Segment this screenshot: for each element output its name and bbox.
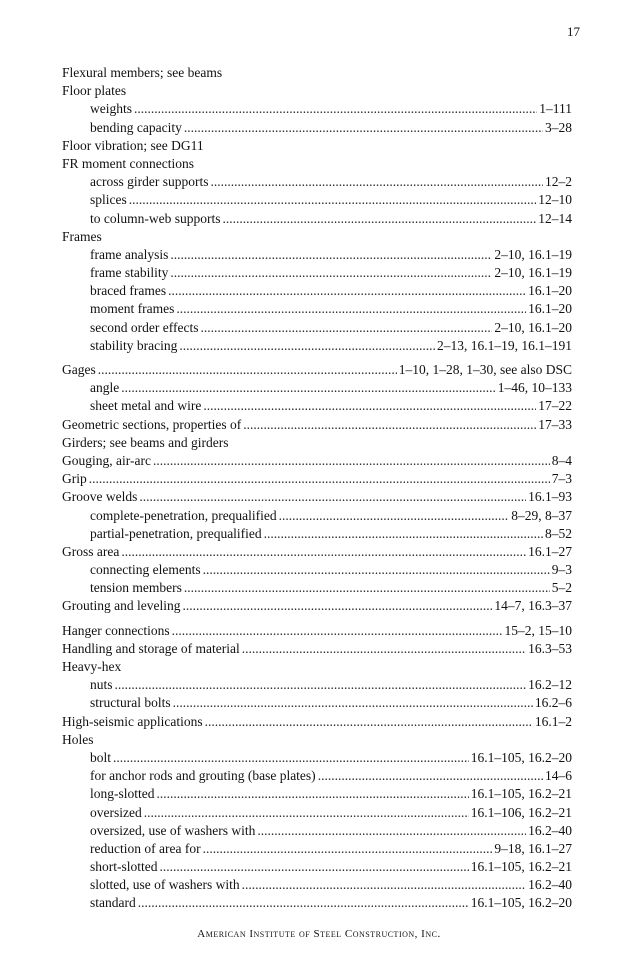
dot-leader	[173, 694, 533, 712]
entry-page-reference: 17–33	[538, 416, 572, 432]
entry-label: slotted, use of washers with	[90, 877, 240, 893]
page-number: 17	[567, 24, 580, 39]
index-subentry	[62, 749, 572, 767]
entry-label: standard	[90, 895, 136, 911]
index-entry	[62, 228, 572, 246]
index-subentry	[62, 379, 572, 397]
index-subentry	[62, 337, 572, 355]
index-entry	[62, 452, 572, 470]
entry-label: Hanger connections	[62, 622, 170, 638]
index-subentry	[62, 300, 572, 318]
entry-label: oversized	[90, 804, 142, 820]
dot-leader	[170, 246, 492, 264]
index-subentry	[62, 876, 572, 894]
entry-label: braced frames	[90, 283, 167, 299]
entry-label: FR moment connections	[62, 155, 194, 171]
dot-leader	[89, 470, 550, 488]
entry-label: short-slotted	[90, 859, 158, 875]
entry-page-reference: 3–28	[545, 119, 572, 135]
dot-leader	[205, 713, 533, 731]
dot-leader	[172, 622, 503, 640]
index-entry	[62, 434, 572, 452]
dot-leader	[160, 858, 469, 876]
index-subentry	[62, 119, 572, 137]
entry-page-reference: 14–6	[545, 768, 572, 784]
index-entry	[62, 361, 572, 379]
index-subentry	[62, 173, 572, 191]
dot-leader	[279, 507, 510, 525]
index-subentry	[62, 246, 572, 264]
entry-page-reference: 8–52	[545, 525, 572, 541]
dot-leader	[113, 749, 469, 767]
index-entry	[62, 64, 572, 82]
entry-page-reference: 1–10, 1–28, 1–30, see also DSC	[398, 362, 572, 377]
entry-page-reference: 1–111	[539, 101, 572, 117]
index-subentry	[62, 858, 572, 876]
index-entry	[62, 640, 572, 658]
entry-label: nuts	[90, 677, 113, 693]
dot-leader	[168, 282, 526, 300]
entry-label: partial-penetration, prequalified	[90, 525, 262, 541]
entry-page-reference: 16.1–106, 16.2–21	[470, 804, 572, 820]
entry-page-reference: 17–22	[538, 398, 572, 414]
entry-label: splices	[90, 192, 127, 208]
entry-label: Gouging, air-arc	[62, 452, 151, 468]
entry-page-reference: 16.1–105, 16.2–20	[470, 749, 572, 765]
index-subentry	[62, 579, 572, 597]
dot-leader	[139, 488, 526, 506]
entry-label: oversized, use of washers with	[90, 822, 256, 838]
index-subentry	[62, 507, 572, 525]
entry-page-reference: 9–18, 16.1–27	[494, 840, 572, 856]
dot-leader	[98, 361, 397, 379]
entry-page-reference: 2–10, 16.1–20	[494, 319, 572, 335]
entry-label: High-seismic applications	[62, 713, 203, 729]
entry-label: Grouting and leveling	[62, 598, 181, 614]
entry-page-reference: 16.1–105, 16.2–21	[470, 859, 572, 875]
entry-page-reference: 2–10, 16.1–19	[494, 246, 572, 262]
entry-label: Groove welds	[62, 489, 138, 505]
publisher-footer: American Institute of Steel Construction, Inc.	[197, 928, 441, 940]
index-entry	[62, 713, 572, 731]
entry-label: frame stability	[90, 265, 169, 281]
dot-leader	[153, 452, 550, 470]
entry-label: Handling and storage of material	[62, 640, 240, 656]
dot-leader	[242, 876, 527, 894]
index-entry	[62, 470, 572, 488]
entry-label: bolt	[90, 749, 112, 765]
dot-leader	[115, 676, 527, 694]
entry-label: bending capacity	[90, 119, 182, 135]
index-entry	[62, 622, 572, 640]
dot-leader	[184, 579, 550, 597]
dot-leader	[157, 785, 469, 803]
entry-label: Geometric sections, properties of	[62, 416, 242, 432]
entry-label: for anchor rods and grouting (base plates)	[90, 768, 316, 784]
entry-page-reference: 15–2, 15–10	[504, 622, 572, 638]
entry-page-reference: 7–3	[551, 471, 572, 487]
entry-label: Gross area	[62, 543, 120, 559]
dot-leader	[203, 561, 550, 579]
index-entry	[62, 155, 572, 173]
dot-leader	[134, 100, 537, 118]
entry-label: moment frames	[90, 301, 175, 317]
dot-leader	[184, 119, 543, 137]
dot-leader	[203, 840, 493, 858]
entry-page-reference: 9–3	[551, 562, 572, 578]
entry-page-reference: 1–46, 10–133	[497, 380, 572, 396]
dot-leader	[223, 210, 537, 228]
entry-page-reference: 2–10, 16.1–19	[494, 265, 572, 281]
index-subentry	[62, 264, 572, 282]
entry-page-reference: 16.2–40	[528, 877, 572, 893]
entry-page-reference: 16.2–12	[528, 677, 572, 693]
entry-page-reference: 16.1–105, 16.2–20	[470, 895, 572, 911]
index-entry	[62, 597, 572, 615]
entry-label: connecting elements	[90, 562, 201, 578]
entry-label: across girder supports	[90, 174, 209, 190]
index-subentry	[62, 100, 572, 118]
entry-page-reference: 16.1–105, 16.2–21	[470, 786, 572, 802]
index-entry	[62, 137, 572, 155]
entry-page-reference: 16.1–93	[528, 489, 572, 505]
entry-page-reference: 8–4	[551, 452, 572, 468]
index-subentry	[62, 822, 572, 840]
entry-label: sheet metal and wire	[90, 398, 202, 414]
dot-leader	[257, 822, 526, 840]
dot-leader	[121, 379, 496, 397]
dot-leader	[144, 804, 469, 822]
entry-label: Frames	[62, 228, 102, 244]
entry-label: Floor plates	[62, 83, 127, 99]
entry-page-reference: 16.3–53	[528, 640, 572, 656]
entry-page-reference: 2–13, 16.1–19, 16.1–191	[437, 337, 572, 353]
entry-label: Holes	[62, 731, 94, 747]
entry-label: angle	[90, 380, 120, 396]
entry-label: Gages	[62, 362, 96, 377]
dot-leader	[200, 319, 492, 337]
entry-page-reference: 12–14	[538, 210, 572, 226]
index-entry	[62, 416, 572, 434]
index-subentry	[62, 785, 572, 803]
entry-label: tension members	[90, 580, 182, 596]
entry-label: stability bracing	[90, 337, 178, 353]
index-subentry	[62, 210, 572, 228]
index-subentry	[62, 525, 572, 543]
dot-leader	[203, 397, 536, 415]
index-entry	[62, 488, 572, 506]
dot-leader	[121, 543, 526, 561]
entry-label: weights	[90, 101, 132, 117]
index-subentry	[62, 767, 572, 785]
dot-leader	[243, 416, 536, 434]
index-subentry	[62, 804, 572, 822]
dot-leader	[129, 191, 537, 209]
entry-page-reference: 16.1–20	[528, 283, 572, 299]
index-entry	[62, 82, 572, 100]
entry-page-reference: 5–2	[551, 580, 572, 596]
index-subentry	[62, 894, 572, 912]
index-subentry	[62, 282, 572, 300]
dot-leader	[138, 894, 469, 912]
index-subentry	[62, 561, 572, 579]
dot-leader	[210, 173, 543, 191]
entry-page-reference: 16.2–6	[534, 695, 572, 711]
index-subentry	[62, 397, 572, 415]
entry-page-reference: 12–10	[538, 192, 572, 208]
dot-leader	[264, 525, 543, 543]
entry-page-reference: 16.1–2	[534, 713, 572, 729]
index-entry-list	[62, 64, 572, 913]
entry-label: Girders; see beams and girders	[62, 434, 229, 450]
dot-leader	[318, 767, 543, 785]
index-subentry	[62, 676, 572, 694]
entry-label: second order effects	[90, 319, 199, 335]
entry-label: Flexural members; see beams	[62, 65, 223, 80]
dot-leader	[170, 264, 492, 282]
dot-leader	[242, 640, 526, 658]
entry-page-reference: 14–7, 16.3–37	[494, 598, 572, 614]
entry-page-reference: 8–29, 8–37	[511, 507, 572, 523]
index-entry	[62, 658, 572, 676]
entry-label: Floor vibration; see DG11	[62, 137, 204, 153]
entry-label: complete-penetration, prequalified	[90, 507, 277, 523]
entry-label: long-slotted	[90, 786, 155, 802]
index-subentry	[62, 191, 572, 209]
entry-label: Grip	[62, 471, 87, 487]
index-subentry	[62, 840, 572, 858]
entry-label: frame analysis	[90, 246, 169, 262]
entry-label: Heavy-hex	[62, 659, 122, 674]
entry-page-reference: 16.1–20	[528, 301, 572, 317]
index-subentry	[62, 319, 572, 337]
entry-page-reference: 16.1–27	[528, 543, 572, 559]
dot-leader	[179, 337, 435, 355]
dot-leader	[176, 300, 526, 318]
index-entry	[62, 731, 572, 749]
index-entry	[62, 543, 572, 561]
entry-label: reduction of area for	[90, 840, 201, 856]
index-subentry	[62, 694, 572, 712]
entry-page-reference: 12–2	[545, 174, 572, 190]
dot-leader	[182, 597, 492, 615]
entry-label: to column-web supports	[90, 210, 221, 226]
entry-label: structural bolts	[90, 695, 171, 711]
entry-page-reference: 16.2–40	[528, 822, 572, 838]
